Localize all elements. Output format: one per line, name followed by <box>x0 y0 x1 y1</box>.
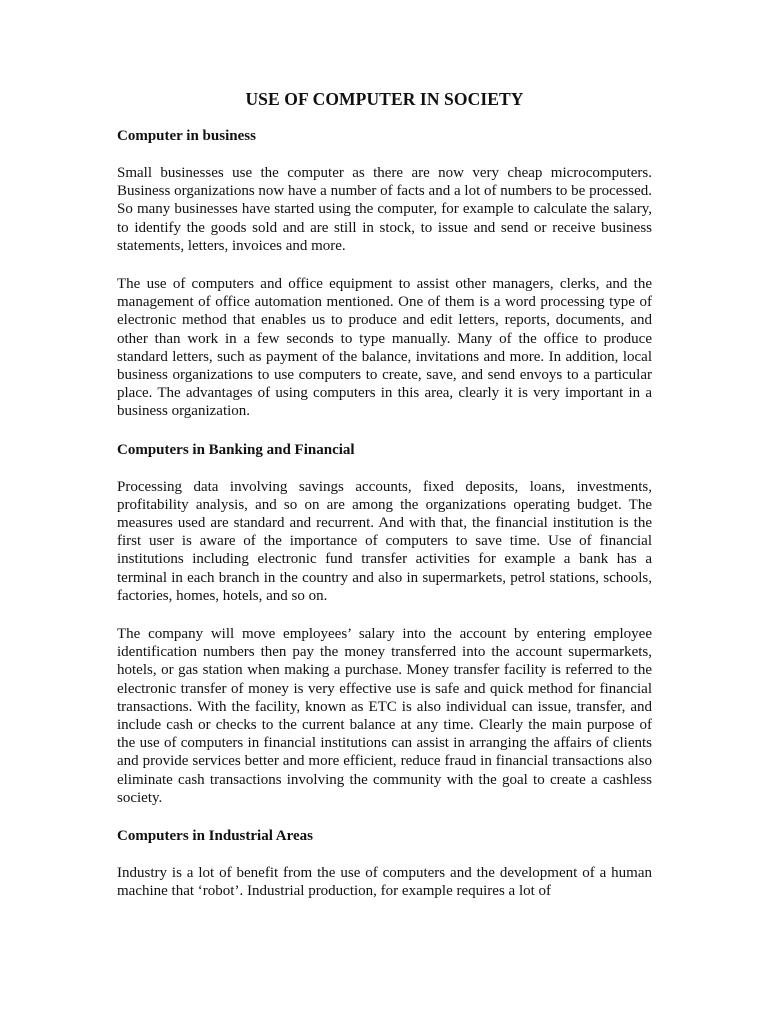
section-heading-banking: Computers in Banking and Financial <box>117 441 355 458</box>
document-title: USE OF COMPUTER IN SOCIETY <box>245 89 524 109</box>
paragraph: The use of computers and office equipment to assist other managers, clerks, and the management of office automation mentioned. One of them is a word processing type of electronic method that enables us to produce and edit letters, reports, documents, and other than work in a few seconds to type manually. Many of the office to produce standard letters, such as payment of the balance, invitations and more. In addition, local business organizations to use computers to create, save, and send envoys to a particular place. The advantages of using computers in this area, clearly it is very important in a business organization. <box>117 276 652 420</box>
section-heading-industrial: Computers in Industrial Areas <box>117 828 313 845</box>
paragraph: The company will move employees’ salary into the account by entering employee identification numbers then pay the money transferred into the account supermarkets, hotels, or gas station when making a purchase. Money transfer facility is referred to the electronic transfer of money is very effective use is safe and quick method for financial transactions. With the facility, known as ETC is also individual can issue, transfer, and include cash or checks to the current balance at any time. Clearly the main purpose of the use of computers in financial institutions can assist in arranging the affairs of clients and provide services better and more efficient, reduce fraud in financial transactions also eliminate cash transactions involving the community with the goal to create a cashless society. <box>117 626 652 806</box>
section-heading-business: Computer in business <box>117 128 256 144</box>
paragraph: Industry is a lot of benefit from the use of computers and the development of a human machine that ‘robot’. Industrial production, for example requires a lot of <box>117 865 652 900</box>
document-body <box>117 88 652 921</box>
paragraph: Small businesses use the computer as there are now very cheap microcomputers. Business organizations now have a number of facts and a lot of numbers to be processed. So many businesses have started using the computer, for example to calculate the salary, to identify the goods sold and are still in stock, to issue and send or receive business statements, letters, invoices and more. <box>117 165 652 254</box>
paragraph: Processing data involving savings accounts, fixed deposits, loans, investments, profitability analysis, and so on are among the organizations operating budget. The measures used are standard and recurrent. And with that, the financial institution is the first user is aware of the importance of computers to save time. Use of financial institutions including electronic fund transfer activities for example a bank has a terminal in each branch in the country and also in supermarkets, petrol stations, schools, factories, homes, hotels, and so on. <box>117 478 652 604</box>
